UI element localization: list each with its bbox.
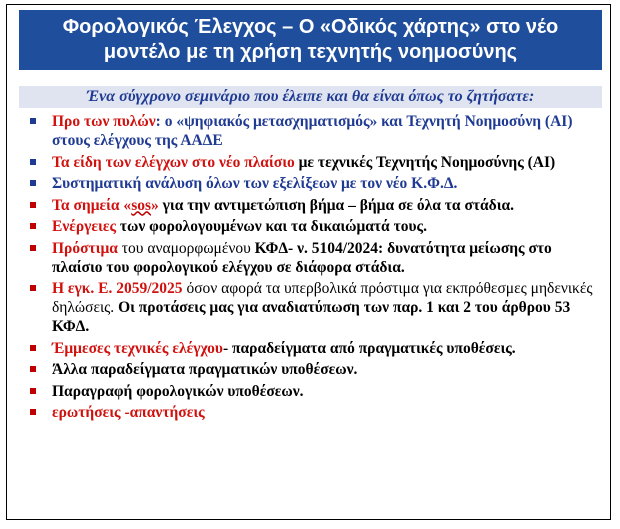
square-bullet-icon: [30, 202, 36, 208]
list-item: Τα είδη των ελέγχων στο νέο πλαίσιο με τεχνικές Τεχνητής Νοημοσύνης (ΑΙ): [30, 153, 600, 172]
square-bullet-icon: [30, 409, 36, 415]
square-bullet-icon: [30, 285, 36, 291]
square-bullet-icon: [30, 223, 36, 229]
list-item: ερωτήσεις -απαντήσεις: [30, 403, 600, 422]
list-item: Ενέργειες των φορολογουμένων και τα δικαιώματά τους.: [30, 217, 600, 236]
list-item: Τα σημεία «sos» για την αντιμετώπιση βήμα – βήμα σε όλα τα στάδια.: [30, 196, 600, 215]
square-bullet-icon: [30, 180, 36, 186]
square-bullet-icon: [30, 159, 36, 165]
square-bullet-icon: [30, 388, 36, 394]
bullet-list: [30, 112, 600, 425]
list-item: Άλλα παραδείγματα πραγματικών υποθέσεων.: [30, 360, 600, 379]
subtitle-banner: Ένα σύγχρονο σεμινάριο που έλειπε και θα είναι όπως το ζητήσατε:: [19, 86, 602, 108]
list-item: Παραγραφή φορολογικών υποθέσεων.: [30, 382, 600, 401]
square-bullet-icon: [30, 345, 36, 351]
list-item: Προ των πυλών: ο «ψηφιακός μετασχηματισμός» και Τεχνητή Νοημοσύνη (ΑΙ) στους ελέγχους της ΑΑΔΕ: [30, 112, 600, 150]
list-item: Πρόστιμα του αναμορφωμένου ΚΦΔ- ν. 5104/2024: δυνατότητα μείωσης στο πλαίσιο του φορολογικού ελέγχου σε διάφορα στάδια.: [30, 239, 600, 277]
title-line-2: μοντέλο με τη χρήση τεχνητής νοημοσύνης: [103, 41, 518, 63]
square-bullet-icon: [30, 118, 36, 124]
list-item: Η εγκ. Ε. 2059/2025 όσον αφορά τα υπερβολικά πρόστιμα για εκπρόθεσμες μηδενικές δηλώσεις. Οι προτάσεις μας για αναδιατύπωση των παρ. 1 και 2 του άρθρου 53 ΚΦΔ.: [30, 279, 600, 336]
title-line-1: Φορολογικός Έλεγχος – Ο «Οδικός χάρτης» στο νέο: [62, 16, 559, 38]
square-bullet-icon: [30, 245, 36, 251]
square-bullet-icon: [30, 366, 36, 372]
list-item: Συστηματική ανάλυση όλων των εξελίξεων με τον νέο Κ.Φ.Δ.: [30, 174, 600, 193]
title-banner: [19, 10, 602, 70]
list-item: Έμμεσες τεχνικές ελέγχου- παραδείγματα από πραγματικές υποθέσεις.: [30, 339, 600, 358]
